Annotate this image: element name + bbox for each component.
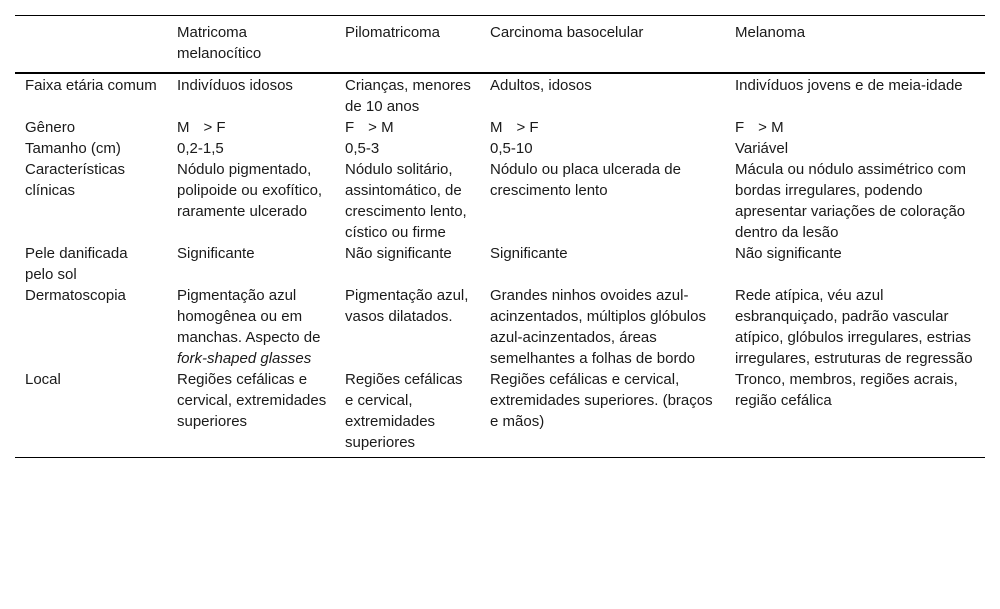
table-cell [480,117,725,138]
comparison-table [15,15,985,458]
table-row-local [15,369,985,458]
table-cell: Mácula ou nódulo assimétrico com bordas irregulares, podendo apresentar variações de coloração dentro da lesão [735,161,966,241]
gender-b: > F [516,119,539,136]
header-empty [15,16,167,74]
table-cell [167,285,335,369]
header-matricoma: Matricoma melanocítico [177,24,262,62]
table-cell: Indivíduos idosos [177,77,293,94]
table-header [15,16,985,74]
cell-text: Pigmentação azul homogênea ou em manchas. Aspecto de [177,287,321,346]
cell-italic-text: fork-shaped glasses [177,350,312,367]
gender-a: M [177,119,190,136]
table-row-caracteristicas [15,159,985,243]
gender-a: F [735,119,745,136]
table-cell [725,117,985,138]
table-cell: Rede atípica, véu azul esbranquiçado, padrão vascular atípico, glóbulos irregulares, estrias irregulares, estruturas de regressão [735,287,973,367]
table-cell: Significante [177,245,255,262]
table-cell: 0,5-10 [490,140,533,157]
table-cell: Variável [735,140,789,157]
table-cell: 0,5-3 [345,140,380,157]
comparison-table-container [15,15,985,458]
header-carcinoma: Carcinoma basocelular [490,24,644,41]
table-cell [335,117,480,138]
table-row-tamanho [15,138,985,159]
table-cell: Indivíduos jovens e de meia-idade [735,77,963,94]
table-cell: Grandes ninhos ovoides azul-acinzentados, múltiplos glóbulos azul-acinzentados, áreas semelhantes a folhas de bordo [490,287,706,367]
table-cell: Nódulo pigmentado, polipoide ou exofítico, raramente ulcerado [177,161,323,220]
table-cell: Significante [490,245,568,262]
table-cell: Nódulo ou placa ulcerada de crescimento lento [490,161,681,199]
row-label: Características clínicas [25,161,126,199]
row-label: Local [25,371,61,388]
table-cell: Não significante [735,245,842,262]
table-cell: Nódulo solitário, assintomático, de crescimento lento, cístico ou firme [345,161,467,241]
gender-b: > M [758,119,784,136]
gender-b: > M [368,119,394,136]
table-cell: 0,2-1,5 [177,140,224,157]
table-cell: Tronco, membros, regiões acrais, região cefálica [735,371,958,409]
row-label: Pele danificada pelo sol [25,245,128,283]
header-pilomatricoma: Pilomatricoma [345,24,441,41]
gender-a: M [490,119,503,136]
table-row-genero [15,117,985,138]
header-row [15,16,985,74]
gender-b: > F [203,119,226,136]
table-cell: Regiões cefálicas e cervical, extremidades superiores [345,371,463,451]
row-label: Dermatoscopia [25,287,126,304]
table-row-pele [15,243,985,285]
table-cell: Não significante [345,245,452,262]
table-body [15,73,985,458]
table-cell: Pigmentação azul, vasos dilatados. [345,287,469,325]
row-label: Gênero [25,119,76,136]
table-row-faixa-etaria [15,73,985,117]
gender-a: F [345,119,355,136]
row-label: Tamanho (cm) [25,140,121,157]
table-cell: Adultos, idosos [490,77,592,94]
table-cell: Regiões cefálicas e cervical, extremidades superiores [177,371,327,430]
table-cell: Regiões cefálicas e cervical, extremidades superiores. (braços e mãos) [490,371,713,430]
table-row-dermatoscopia [15,285,985,369]
row-label: Faixa etária comum [25,77,157,94]
table-cell: Crianças, menores de 10 anos [345,77,471,115]
header-melanoma: Melanoma [735,24,806,41]
table-cell [167,117,335,138]
